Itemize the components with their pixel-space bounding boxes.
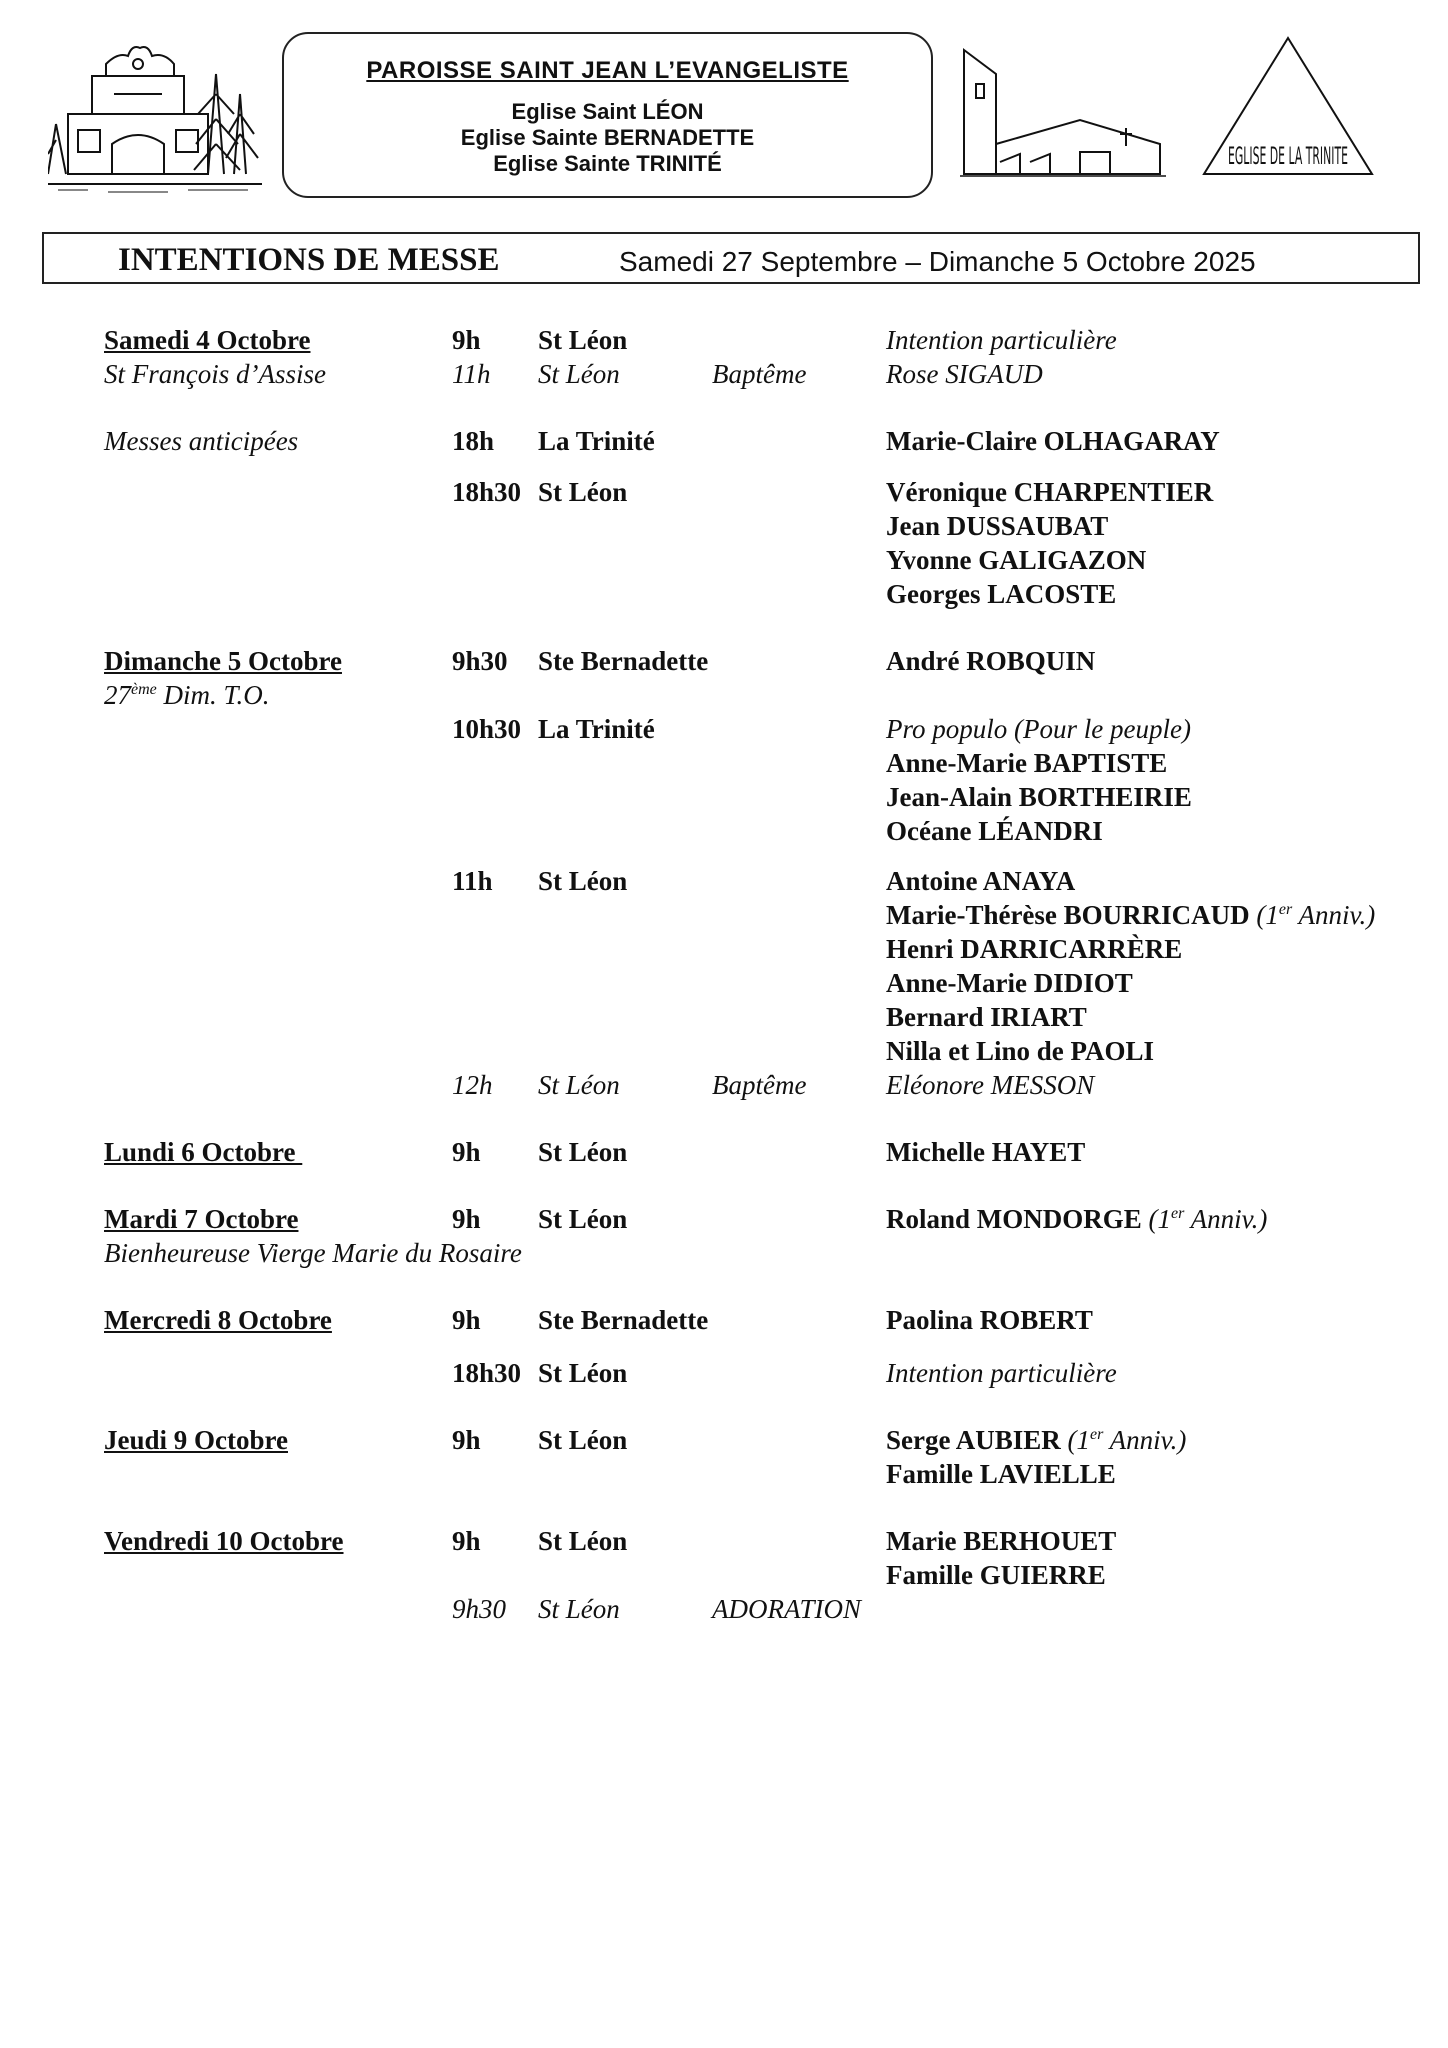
mass-row [0,475,1448,509]
mass-row [0,1356,1448,1390]
parish-name: PAROISSE SAINT JEAN L’EVANGELISTE [366,57,849,84]
mass-place: St Léon [538,1594,620,1624]
day-label: Dimanche 5 Octobre [104,646,342,676]
mass-row [0,357,1448,391]
mass-intention: Paolina ROBERT [886,1305,1093,1335]
mass-time: 9h [452,1425,481,1455]
mass-time: 18h30 [452,1358,522,1388]
mass-type: ADORATION [712,1594,861,1624]
mass-intention: André ROBQUIN [886,646,1096,676]
mass-place: St Léon [538,1204,628,1234]
mass-time: 9h30 [452,1594,506,1624]
mass-row [0,864,1448,898]
mass-intention: Intention particulière [886,325,1117,355]
mass-intention: Océane LÉANDRI [886,816,1103,846]
mass-time: 9h30 [452,646,508,676]
mass-place: La Trinité [538,426,655,456]
mass-intention: Jean-Alain BORTHEIRIE [886,782,1192,812]
mass-intention: Intention particulière [886,1358,1117,1388]
logo-text: EGLISE DE LA TRINITE [1228,142,1348,170]
mass-time: 11h [452,359,491,389]
mass-type: Baptême [712,359,807,389]
mass-place: St Léon [538,359,620,389]
mass-intention: Marie BERHOUET [886,1526,1117,1556]
mass-intention: Anne-Marie DIDIOT [886,968,1133,998]
mass-row [0,323,1448,357]
anniversary-note: (1er Anniv.) [1256,900,1376,930]
mass-row [0,1202,1448,1236]
day-label: Vendredi 10 Octobre [104,1526,344,1556]
mass-place: St Léon [538,1070,620,1100]
anniversary-note: (1er Anniv.) [1148,1204,1268,1234]
mass-intention: Pro populo (Pour le peuple) [886,714,1191,744]
mass-time: 9h [452,1305,481,1335]
mass-intention: Marie-Claire OLHAGARAY [886,426,1220,456]
feast-note: Messes anticipées [104,426,299,456]
mass-place: St Léon [538,866,628,896]
mass-row [0,1423,1448,1457]
mass-place: St Léon [538,477,628,507]
mass-time: 10h30 [452,714,522,744]
church-name: Eglise Sainte BERNADETTE [460,125,755,150]
mass-row [0,1303,1448,1337]
mass-intention: Antoine ANAYA [886,866,1076,896]
mass-row [0,1592,1448,1626]
feast-note: St François d’Assise [104,359,326,389]
mass-time: 9h [452,1204,481,1234]
mass-intention: Georges LACOSTE [886,579,1117,609]
church-name: Eglise Sainte TRINITÉ [493,151,722,176]
mass-type: Baptême [712,1070,807,1100]
mass-place: St Léon [538,325,628,355]
day-label: Jeudi 9 Octobre [104,1425,288,1455]
parish-header-box [282,32,933,198]
mass-time: 12h [452,1070,493,1100]
mass-place: Ste Bernadette [538,1305,709,1335]
church-name: Eglise Saint LÉON [511,99,704,124]
mass-time: 9h [452,1526,481,1556]
mass-place: St Léon [538,1358,628,1388]
church-sketch-logo [48,34,262,198]
mass-place: Ste Bernadette [538,646,709,676]
mass-intention: Jean DUSSAUBAT [886,511,1109,541]
mass-intention: Eléonore MESSON [886,1070,1095,1100]
mass-time: 9h [452,1137,481,1167]
mass-row [0,1068,1448,1102]
mass-place: St Léon [538,1425,628,1455]
mass-intention: Henri DARRICARRÈRE [886,934,1183,964]
mass-place: La Trinité [538,714,655,744]
title-bar [42,232,1420,284]
mass-intention: Marie-Thérèse BOURRICAUD [886,900,1250,930]
feast-note: Bienheureuse Vierge Marie du Rosaire [104,1238,522,1268]
mass-intention: Anne-Marie BAPTISTE [886,748,1168,778]
mass-intention: Serge AUBIER [886,1425,1061,1455]
day-label: Mercredi 8 Octobre [104,1305,332,1335]
mass-intention: Michelle HAYET [886,1137,1086,1167]
mass-intention: Roland MONDORGE [886,1204,1142,1234]
mass-intention: Famille LAVIELLE [886,1459,1116,1489]
mass-row [0,424,1448,458]
mass-time: 9h [452,325,481,355]
modern-church-logo [960,44,1166,180]
mass-time: 11h [452,866,493,896]
mass-row [0,1135,1448,1169]
mass-intention: Bernard IRIART [886,1002,1087,1032]
feast-note: 27ème Dim. T.O. [104,680,270,710]
mass-intention: Nilla et Lino de PAOLI [886,1036,1155,1066]
mass-row [0,712,1448,746]
mass-row [0,644,1448,678]
mass-intention: Rose SIGAUD [886,359,1043,389]
day-label: Samedi 4 Octobre [104,325,311,355]
date-range: Samedi 27 Septembre – Dimanche 5 Octobre 2025 [619,246,1256,277]
anniversary-note: (1er Anniv.) [1067,1425,1187,1455]
mass-intention: Famille GUIERRE [886,1560,1106,1590]
mass-intention: Yvonne GALIGAZON [886,545,1147,575]
mass-place: St Léon [538,1137,628,1167]
mass-intention: Véronique CHARPENTIER [886,477,1214,507]
page-title: INTENTIONS DE MESSE [118,242,500,278]
trinite-triangle-logo [1200,34,1376,180]
mass-place: St Léon [538,1526,628,1556]
mass-time: 18h [452,426,495,456]
mass-time: 18h30 [452,477,522,507]
mass-row [0,1524,1448,1558]
day-label: Lundi 6 Octobre [104,1137,303,1167]
day-label: Mardi 7 Octobre [104,1204,299,1234]
